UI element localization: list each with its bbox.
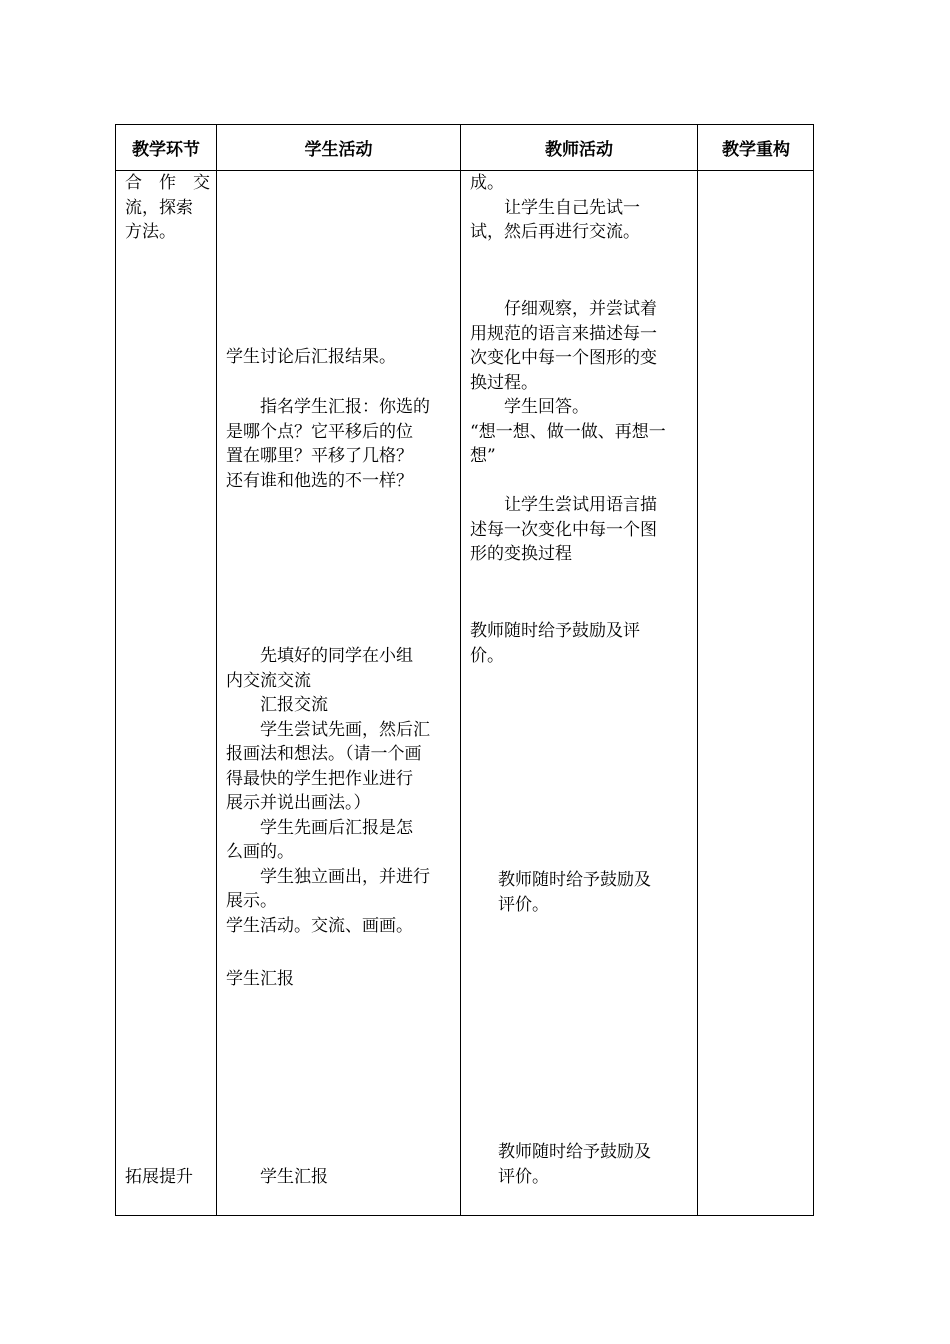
text-line: 还有谁和他选的不一样？ xyxy=(226,470,413,491)
stage-line: 合 作 交 xyxy=(125,173,210,193)
text-line: 学生尝试先画，然后汇 xyxy=(226,719,430,740)
text-line: 次变化中每一个图形的变 xyxy=(470,348,657,368)
text-line: 汇报交流 xyxy=(226,695,328,715)
text-line: 学生活动。交流、画画。 xyxy=(226,915,413,936)
text-line: 成。 xyxy=(470,173,504,193)
text-line: 展示。 xyxy=(226,891,277,911)
text-line: 教师随时给予鼓励及 xyxy=(498,1142,651,1162)
text-line: 学生回答。 xyxy=(470,397,589,417)
text-line: 报画法和想法。（请一个画 xyxy=(226,744,422,764)
column-divider xyxy=(697,125,698,1215)
stage-extension: 拓展提升 xyxy=(125,1167,193,1187)
text-line: 试，然后再进行交流。 xyxy=(470,222,640,242)
student-activity-text: 学生汇报 xyxy=(226,969,294,989)
header-teaching-stage: 教学环节 xyxy=(132,140,200,160)
text-line: 价。 xyxy=(470,645,504,666)
header-teacher-activity: 教师活动 xyxy=(545,140,613,160)
text-line: 教师随时给予鼓励及 xyxy=(498,870,651,890)
header-divider xyxy=(116,170,813,171)
text-line: 想” xyxy=(470,446,496,466)
text-line: 评价。 xyxy=(498,894,549,915)
column-divider xyxy=(216,125,217,1215)
student-activity-text: 学生汇报 xyxy=(226,1167,328,1187)
text-line: 展示并说出画法。） xyxy=(226,793,371,813)
text-line: 先填好的同学在小组 xyxy=(226,646,413,666)
column-divider xyxy=(460,125,461,1215)
text-line: 形的变换过程 xyxy=(470,544,572,564)
stage-line: 方法。 xyxy=(125,222,176,242)
text-line: 评价。 xyxy=(498,1166,549,1187)
text-line: 是哪个点？它平移后的位 xyxy=(226,421,413,442)
text-line: 让学生自己先试一 xyxy=(470,197,640,218)
text-line: 学生先画后汇报是怎 xyxy=(226,817,413,838)
header-teaching-reconstruction: 教学重构 xyxy=(722,140,790,160)
text-line: 换过程。 xyxy=(470,372,538,393)
text-line: 内交流交流 xyxy=(226,670,311,691)
lesson-plan-table xyxy=(115,124,814,1216)
header-student-activity: 学生活动 xyxy=(304,140,373,160)
text-line: 置在哪里？平移了几格？ xyxy=(226,446,413,466)
text-line: 么画的。 xyxy=(226,842,294,862)
text-line: “想一想、做一做、再想一 xyxy=(470,421,666,442)
stage-line: 流，探索 xyxy=(125,197,193,218)
text-line: 教师随时给予鼓励及评 xyxy=(470,621,640,641)
text-line: 述每一次变化中每一个图 xyxy=(470,519,657,540)
text-line: 学生独立画出，并进行 xyxy=(226,866,430,887)
text-line: 得最快的学生把作业进行 xyxy=(226,768,413,789)
text-line: 指名学生汇报：你选的 xyxy=(226,397,430,417)
text-line: 用规范的语言来描述每一 xyxy=(470,323,657,344)
text-line: 仔细观察，并尝试着 xyxy=(470,299,657,319)
text-line: 让学生尝试用语言描 xyxy=(470,495,657,515)
student-activity-text: 学生讨论后汇报结果。 xyxy=(226,347,396,367)
